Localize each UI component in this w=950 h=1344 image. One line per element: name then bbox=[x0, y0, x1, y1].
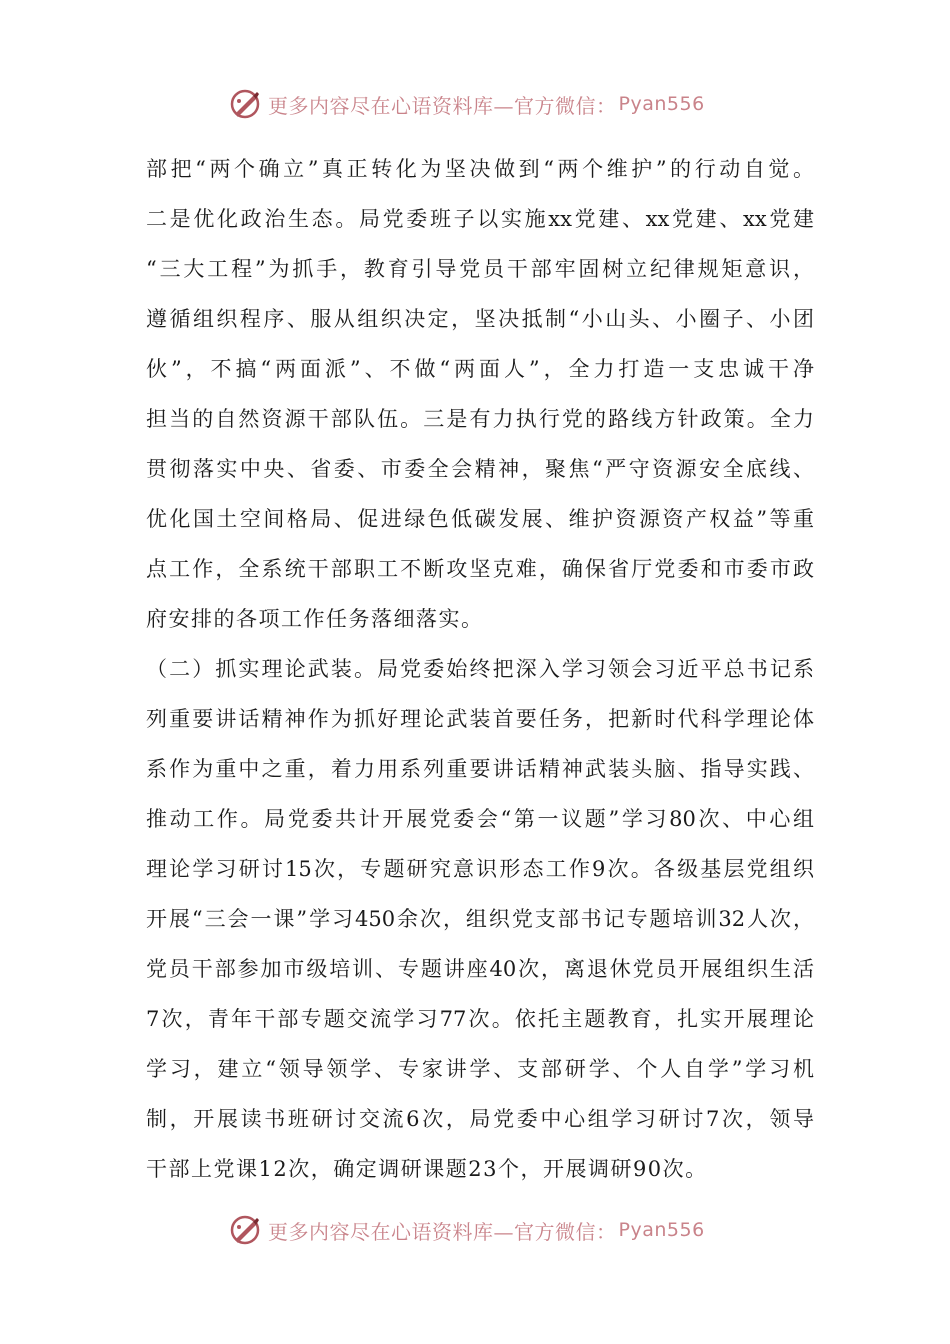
text-line: 理论学习研讨15次，专题研究意识形态工作9次。各级基层党组织 bbox=[146, 857, 814, 881]
text-line: 开展“三会一课”学习450余次，组织党支部书记专题培训32人次， bbox=[146, 907, 814, 931]
text-line: 贯彻落实中央、省委、市委全会精神，聚焦“严守资源安全底线、 bbox=[146, 457, 814, 481]
banner-text: 更多内容尽在心语资料库—官方微信： bbox=[268, 1219, 617, 1244]
text-line: 优化国土空间格局、促进绿色低碳发展、维护资源资产权益”等重 bbox=[146, 507, 814, 531]
document-body bbox=[146, 144, 814, 1194]
text-line: 干部上党课12次，确定调研课题23个，开展调研90次。 bbox=[146, 1157, 708, 1181]
text-line: 点工作，全系统干部职工不断攻坚克难，确保省厅党委和市委市政 bbox=[146, 557, 814, 581]
text-line: 伙”，不搞“两面派”、不做“两面人”，全力打造一支忠诚干净 bbox=[146, 357, 814, 381]
text-line: 推动工作。局党委共计开展党委会“第一议题”学习80次、中心组 bbox=[146, 807, 814, 831]
banner-text: 更多内容尽在心语资料库—官方微信： bbox=[268, 93, 617, 118]
text-line: 党员干部参加市级培训、专题讲座40次，离退休党员开展组织生活 bbox=[146, 957, 814, 981]
text-line: 遵循组织程序、服从组织决定，坚决抵制“小山头、小圈子、小团 bbox=[146, 307, 814, 331]
wechat-handle: Pyan556 bbox=[618, 93, 705, 115]
header-banner bbox=[228, 84, 705, 124]
pen-logo-icon bbox=[228, 87, 262, 121]
wechat-handle: Pyan556 bbox=[618, 1219, 705, 1241]
text-line: （二）抓实理论武装。局党委始终把深入学习领会习近平总书记系 bbox=[146, 657, 814, 681]
text-line: 列重要讲话精神作为抓好理论武装首要任务，把新时代科学理论体 bbox=[146, 707, 814, 731]
text-line: 府安排的各项工作任务落细落实。 bbox=[146, 607, 484, 631]
text-line: 二是优化政治生态。局党委班子以实施xx党建、xx党建、xx党建 bbox=[146, 207, 814, 231]
text-line: 系作为重中之重，着力用系列重要讲话精神武装头脑、指导实践、 bbox=[146, 757, 814, 781]
text-line: 7次，青年干部专题交流学习77次。依托主题教育，扎实开展理论 bbox=[146, 1007, 814, 1031]
text-line: “三大工程”为抓手，教育引导党员干部牢固树立纪律规矩意识， bbox=[146, 257, 814, 281]
text-line: 学习，建立“领导领学、专家讲学、支部研学、个人自学”学习机 bbox=[146, 1057, 814, 1081]
text-line: 担当的自然资源干部队伍。三是有力执行党的路线方针政策。全力 bbox=[146, 407, 814, 431]
text-line: 制，开展读书班研讨交流6次，局党委中心组学习研讨7次，领导 bbox=[146, 1107, 814, 1131]
text-line: 部把“两个确立”真正转化为坚决做到“两个维护”的行动自觉。 bbox=[146, 157, 814, 181]
footer-banner bbox=[228, 1210, 705, 1250]
pen-logo-icon bbox=[228, 1213, 262, 1247]
